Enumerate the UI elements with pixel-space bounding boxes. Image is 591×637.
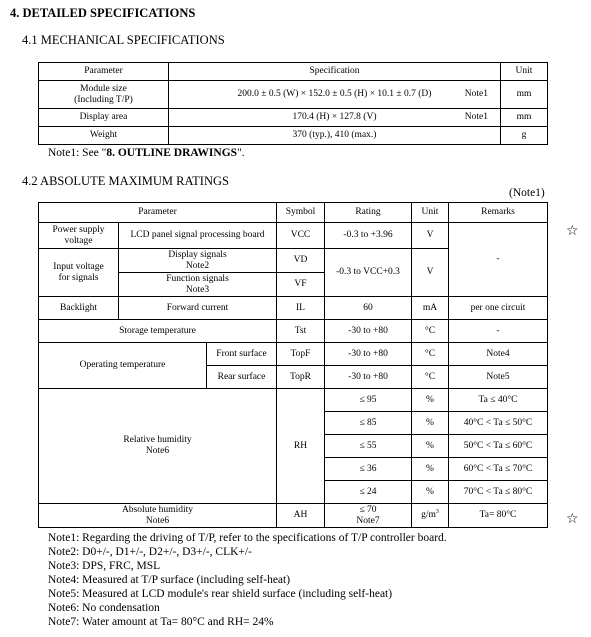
humidity-unit: %	[412, 481, 449, 504]
header-rating: Rating	[325, 203, 412, 223]
power-supply-label: Power supply voltage	[39, 223, 119, 249]
function-signals-symbol: VF	[277, 273, 325, 297]
table-row	[39, 343, 548, 366]
storage-remark: -	[449, 320, 548, 343]
input-voltage-unit: V	[412, 249, 449, 297]
humidity-unit: %	[412, 435, 449, 458]
table-row	[39, 81, 548, 109]
header-specification: Specification	[169, 63, 501, 81]
table-row	[39, 127, 548, 145]
star-icon: ☆	[566, 511, 579, 527]
humidity-remark: 70°C < Ta ≤ 80°C	[449, 481, 548, 504]
power-supply-unit: V	[412, 223, 449, 249]
abs-humidity-remark: Ta= 80°C	[449, 504, 548, 528]
note-reference: (Note1)	[509, 187, 545, 199]
humidity-unit: %	[412, 389, 449, 412]
backlight-remark: per one circuit	[449, 297, 548, 320]
header-remarks: Remarks	[449, 203, 548, 223]
function-signals-label: Function signals Note3	[119, 273, 277, 297]
backlight-unit: mA	[412, 297, 449, 320]
row-unit: mm	[501, 109, 548, 127]
mechanical-title: 4.1 MECHANICAL SPECIFICATIONS	[22, 33, 225, 47]
header-unit: Unit	[412, 203, 449, 223]
humidity-rating: ≤ 55	[325, 435, 412, 458]
section-heading: 4. DETAILED SPECIFICATIONS	[10, 6, 196, 20]
humidity-unit: %	[412, 412, 449, 435]
operating-rear-rating: -30 to +80	[325, 366, 412, 389]
footnote: Note7: Water amount at Ta= 80°C and RH= 24%	[48, 616, 274, 628]
table-row	[39, 223, 548, 249]
row-unit: g	[501, 127, 548, 145]
abs-humidity-label: Absolute humidity Note6	[39, 504, 277, 528]
storage-label: Storage temperature	[39, 320, 277, 343]
footnote: Note5: Measured at LCD module's rear shield surface (including self-heat)	[48, 588, 393, 600]
row-spec: 170.4 (H) × 127.8 (V) Note1	[169, 109, 501, 127]
power-supply-sub: LCD panel signal processing board	[119, 223, 277, 249]
operating-front-rating: -30 to +80	[325, 343, 412, 366]
backlight-label: Backlight	[39, 297, 119, 320]
humidity-label: Relative humidity Note6	[39, 389, 277, 504]
humidity-rating: ≤ 36	[325, 458, 412, 481]
humidity-remark: Ta ≤ 40°C	[449, 389, 548, 412]
power-supply-symbol: VCC	[277, 223, 325, 249]
row-parameter: Module size (Including T/P)	[39, 81, 169, 109]
row-unit: mm	[501, 81, 548, 109]
humidity-symbol: RH	[277, 389, 325, 504]
absolute-ratings-table	[38, 202, 548, 528]
mechanical-spec-table	[38, 62, 548, 145]
table-row	[39, 297, 548, 320]
backlight-sub: Forward current	[119, 297, 277, 320]
abs-humidity-symbol: AH	[277, 504, 325, 528]
table-row	[39, 320, 548, 343]
input-voltage-label: Input voltage for signals	[39, 249, 119, 297]
row-spec: 370 (typ.), 410 (max.)	[169, 127, 501, 145]
row-parameter: Display area	[39, 109, 169, 127]
humidity-remark: 50°C < Ta ≤ 60°C	[449, 435, 548, 458]
operating-rear-label: Rear surface	[207, 366, 277, 389]
humidity-rating: ≤ 24	[325, 481, 412, 504]
operating-rear-symbol: TopR	[277, 366, 325, 389]
storage-rating: -30 to +80	[325, 320, 412, 343]
header-parameter: Parameter	[39, 203, 277, 223]
footnote: Note6: No condensation	[48, 602, 160, 614]
operating-rear-remark: Note5	[449, 366, 548, 389]
operating-front-unit: °C	[412, 343, 449, 366]
backlight-symbol: IL	[277, 297, 325, 320]
footnote: Note3: DPS, FRC, MSL	[48, 560, 161, 572]
operating-label: Operating temperature	[39, 343, 207, 389]
table-row	[39, 389, 548, 412]
humidity-remark: 40°C < Ta ≤ 50°C	[449, 412, 548, 435]
footnote: Note2: D0+/-, D1+/-, D2+/-, D3+/-, CLK+/-	[48, 546, 252, 558]
backlight-rating: 60	[325, 297, 412, 320]
display-signals-symbol: VD	[277, 249, 325, 273]
humidity-remark: 60°C < Ta ≤ 70°C	[449, 458, 548, 481]
absolute-ratings-title: 4.2 ABSOLUTE MAXIMUM RATINGS	[22, 174, 229, 188]
abs-humidity-rating: ≤ 70 Note7	[325, 504, 412, 528]
table-header-row	[39, 203, 548, 223]
operating-front-symbol: TopF	[277, 343, 325, 366]
operating-front-remark: Note4	[449, 343, 548, 366]
header-unit: Unit	[501, 63, 548, 81]
display-signals-label: Display signals Note2	[119, 249, 277, 273]
table-row	[39, 504, 548, 528]
header-symbol: Symbol	[277, 203, 325, 223]
voltage-remark: -	[449, 223, 548, 297]
power-supply-rating: -0.3 to +3.96	[325, 223, 412, 249]
storage-symbol: Tst	[277, 320, 325, 343]
table-header-row	[39, 63, 548, 81]
humidity-rating: ≤ 95	[325, 389, 412, 412]
footnote: Note4: Measured at T/P surface (including self-heat)	[48, 574, 291, 586]
input-voltage-rating: -0.3 to VCC+0.3	[325, 249, 412, 297]
abs-humidity-unit: $g/m^3$	[412, 504, 449, 528]
star-icon: ☆	[566, 223, 579, 239]
humidity-unit: %	[412, 458, 449, 481]
operating-front-label: Front surface	[207, 343, 277, 366]
operating-rear-unit: °C	[412, 366, 449, 389]
humidity-rating: ≤ 85	[325, 412, 412, 435]
storage-unit: °C	[412, 320, 449, 343]
header-parameter: Parameter	[39, 63, 169, 81]
row-parameter: Weight	[39, 127, 169, 145]
mechanical-note: Note1: See "8. OUTLINE DRAWINGS".	[48, 147, 245, 159]
table-row	[39, 109, 548, 127]
footnote: Note1: Regarding the driving of T/P, refer to the specifications of T/P controller board.	[48, 532, 447, 544]
row-spec: 200.0 ± 0.5 (W) × 152.0 ± 0.5 (H) × 10.1 ± 0.7 (D) Note1	[169, 81, 501, 109]
